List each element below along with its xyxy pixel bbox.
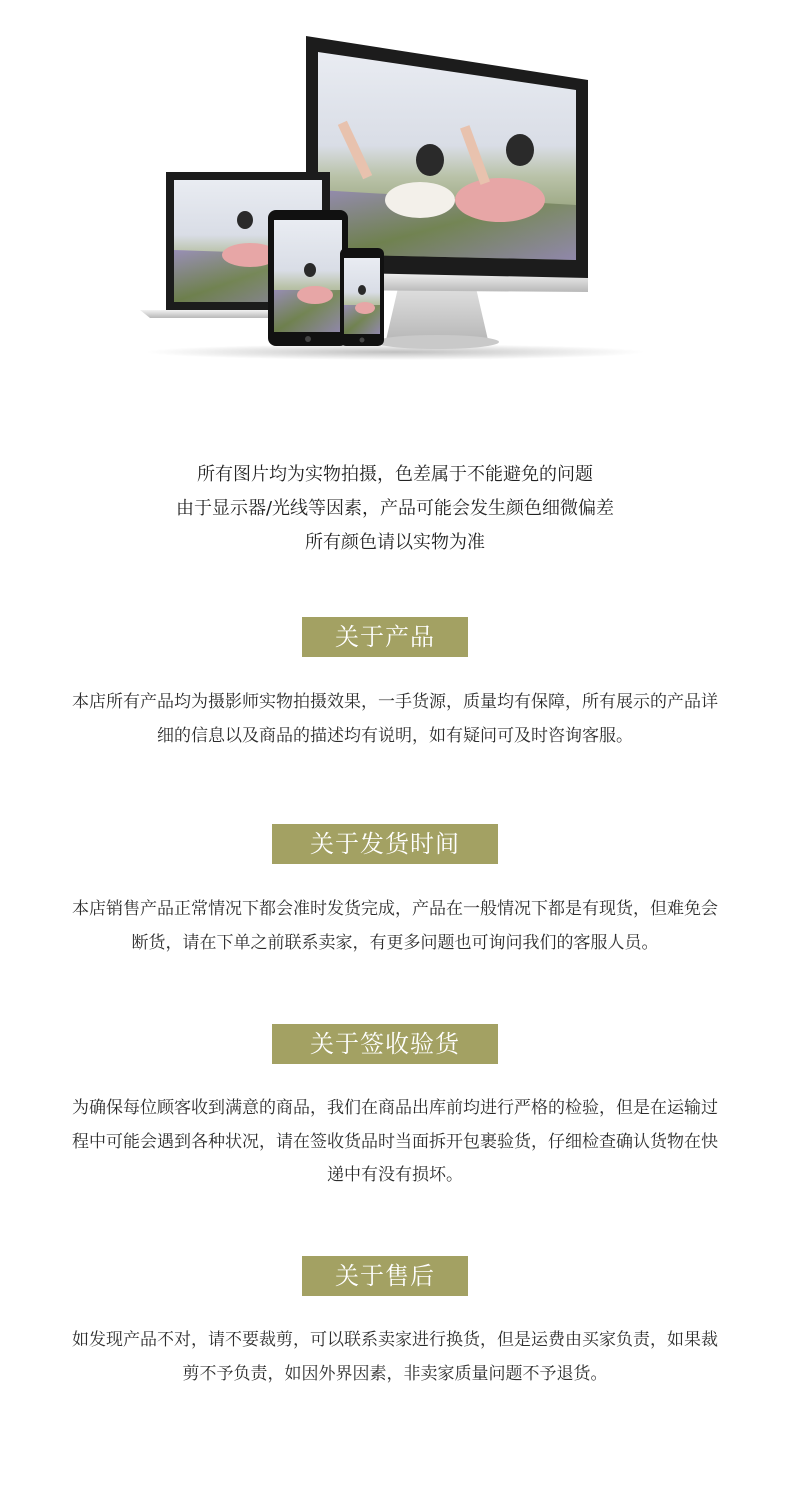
section-title-product: 关于产品 [302,617,468,657]
color-notice [0,458,790,560]
section-body-aftersales: 如发现产品不对，请不要裁剪，可以联系卖家进行换货，但是运费由买家负责，如果裁剪不予负责，如因外界因素，非卖家质量问题不予退货。 [72,1330,718,1384]
device-mockup-image [0,0,790,380]
notice-line-1: 所有图片均为实物拍摄，色差属于不能避免的问题 [197,464,593,485]
section-body-shipping: 本店销售产品正常情况下都会准时发货完成，产品在一般情况下都是有现货，但难免会断货，请在下单之前联系卖家，有更多问题也可询问我们的客服人员。 [72,899,718,953]
section-title-shipping: 关于发货时间 [272,824,498,864]
section-title-inspection: 关于签收验货 [272,1024,498,1064]
section-body-inspection: 为确保每位顾客收到满意的商品，我们在商品出库前均进行严格的检验，但是在运输过程中可能会遇到各种状况，请在签收货品时当面拆开包裹验货，仔细检查确认货物在快递中有没有损坏。 [72,1098,718,1185]
section-title-aftersales: 关于售后 [302,1256,468,1296]
section-body-product: 本店所有产品均为摄影师实物拍摄效果，一手货源，质量均有保障，所有展示的产品详细的信息以及商品的描述均有说明，如有疑问可及时咨询客服。 [72,692,718,746]
notice-line-2: 由于显示器/光线等因素，产品可能会发生颜色细微偏差 [175,498,615,519]
notice-line-3: 所有颜色请以实物为准 [305,532,485,553]
